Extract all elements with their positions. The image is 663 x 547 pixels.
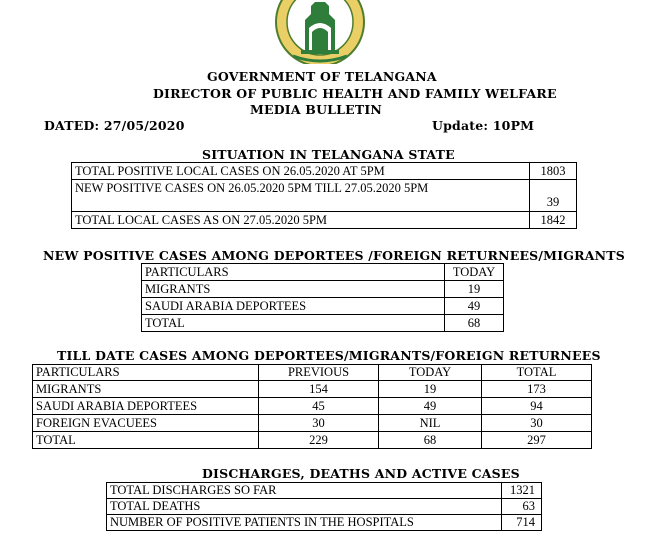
table-row [72, 163, 577, 180]
row-previous: 45 [259, 398, 379, 415]
header-previous: PREVIOUS [259, 365, 379, 381]
discharges-table [106, 482, 542, 531]
row-today: 49 [445, 298, 504, 315]
table-row [72, 180, 577, 212]
row-total: 173 [482, 381, 592, 398]
row-value: 1842 [530, 212, 577, 229]
table-row [72, 212, 577, 229]
row-today: 68 [379, 432, 482, 449]
row-label: MIGRANTS [33, 381, 259, 398]
row-previous: 30 [259, 415, 379, 432]
table-row [107, 515, 542, 531]
row-value: 63 [502, 499, 542, 515]
table-row [107, 499, 542, 515]
row-today: 68 [445, 315, 504, 332]
new-cases-title: NEW POSITIVE CASES AMONG DEPORTEES /FOREIGN RETURNEES/MIGRANTS [43, 248, 625, 263]
header-today: TODAY [445, 264, 504, 281]
row-label: SAUDI ARABIA DEPORTEES [142, 298, 445, 315]
header-government: GOVERNMENT OF TELANGANA [207, 69, 437, 84]
row-total: 94 [482, 398, 592, 415]
row-value: 39 [530, 180, 577, 212]
row-label: NEW POSITIVE CASES ON 26.05.2020 5PM TILL 27.05.2020 5PM [72, 180, 530, 212]
table-header-row [142, 264, 504, 281]
row-label: TOTAL DEATHS [107, 499, 502, 515]
row-label: TOTAL [33, 432, 259, 449]
row-label: SAUDI ARABIA DEPORTEES [33, 398, 259, 415]
bulletin-update-time: Update: 10PM [432, 118, 535, 133]
row-label: TOTAL POSITIVE LOCAL CASES ON 26.05.2020 AT 5PM [72, 163, 530, 180]
bulletin-date: DATED: 27/05/2020 [44, 118, 185, 133]
new-cases-table [141, 263, 504, 332]
situation-table [71, 162, 577, 229]
table-row [33, 381, 592, 398]
row-today: 49 [379, 398, 482, 415]
table-row [142, 315, 504, 332]
row-value: 1803 [530, 163, 577, 180]
table-row [33, 415, 592, 432]
row-previous: 229 [259, 432, 379, 449]
row-today: NIL [379, 415, 482, 432]
table-row [33, 398, 592, 415]
situation-title: SITUATION IN TELANGANA STATE [202, 147, 455, 162]
row-today: 19 [379, 381, 482, 398]
table-row [142, 281, 504, 298]
row-total: 30 [482, 415, 592, 432]
telangana-emblem-logo [271, 0, 369, 64]
row-previous: 154 [259, 381, 379, 398]
row-label: FOREIGN EVACUEES [33, 415, 259, 432]
row-today: 19 [445, 281, 504, 298]
row-label: TOTAL DISCHARGES SO FAR [107, 483, 502, 499]
table-header-row [33, 365, 592, 381]
table-row [33, 432, 592, 449]
till-date-title: TILL DATE CASES AMONG DEPORTEES/MIGRANTS/FOREIGN RETURNEES [57, 348, 601, 363]
table-row [107, 483, 542, 499]
row-label: TOTAL LOCAL CASES AS ON 27.05.2020 5PM [72, 212, 530, 229]
header-total: TOTAL [482, 365, 592, 381]
header-media-bulletin: MEDIA BULLETIN [250, 102, 383, 117]
row-label: MIGRANTS [142, 281, 445, 298]
header-particulars: PARTICULARS [33, 365, 259, 381]
row-value: 714 [502, 515, 542, 531]
header-directorate: DIRECTOR OF PUBLIC HEALTH AND FAMILY WELFARE [153, 86, 557, 101]
row-label: TOTAL [142, 315, 445, 332]
header-today: TODAY [379, 365, 482, 381]
table-row [142, 298, 504, 315]
discharges-title: DISCHARGES, DEATHS AND ACTIVE CASES [202, 466, 520, 481]
row-value: 1321 [502, 483, 542, 499]
row-total: 297 [482, 432, 592, 449]
row-label: NUMBER OF POSITIVE PATIENTS IN THE HOSPITALS [107, 515, 502, 531]
header-particulars: PARTICULARS [142, 264, 445, 281]
till-date-table [32, 364, 592, 449]
